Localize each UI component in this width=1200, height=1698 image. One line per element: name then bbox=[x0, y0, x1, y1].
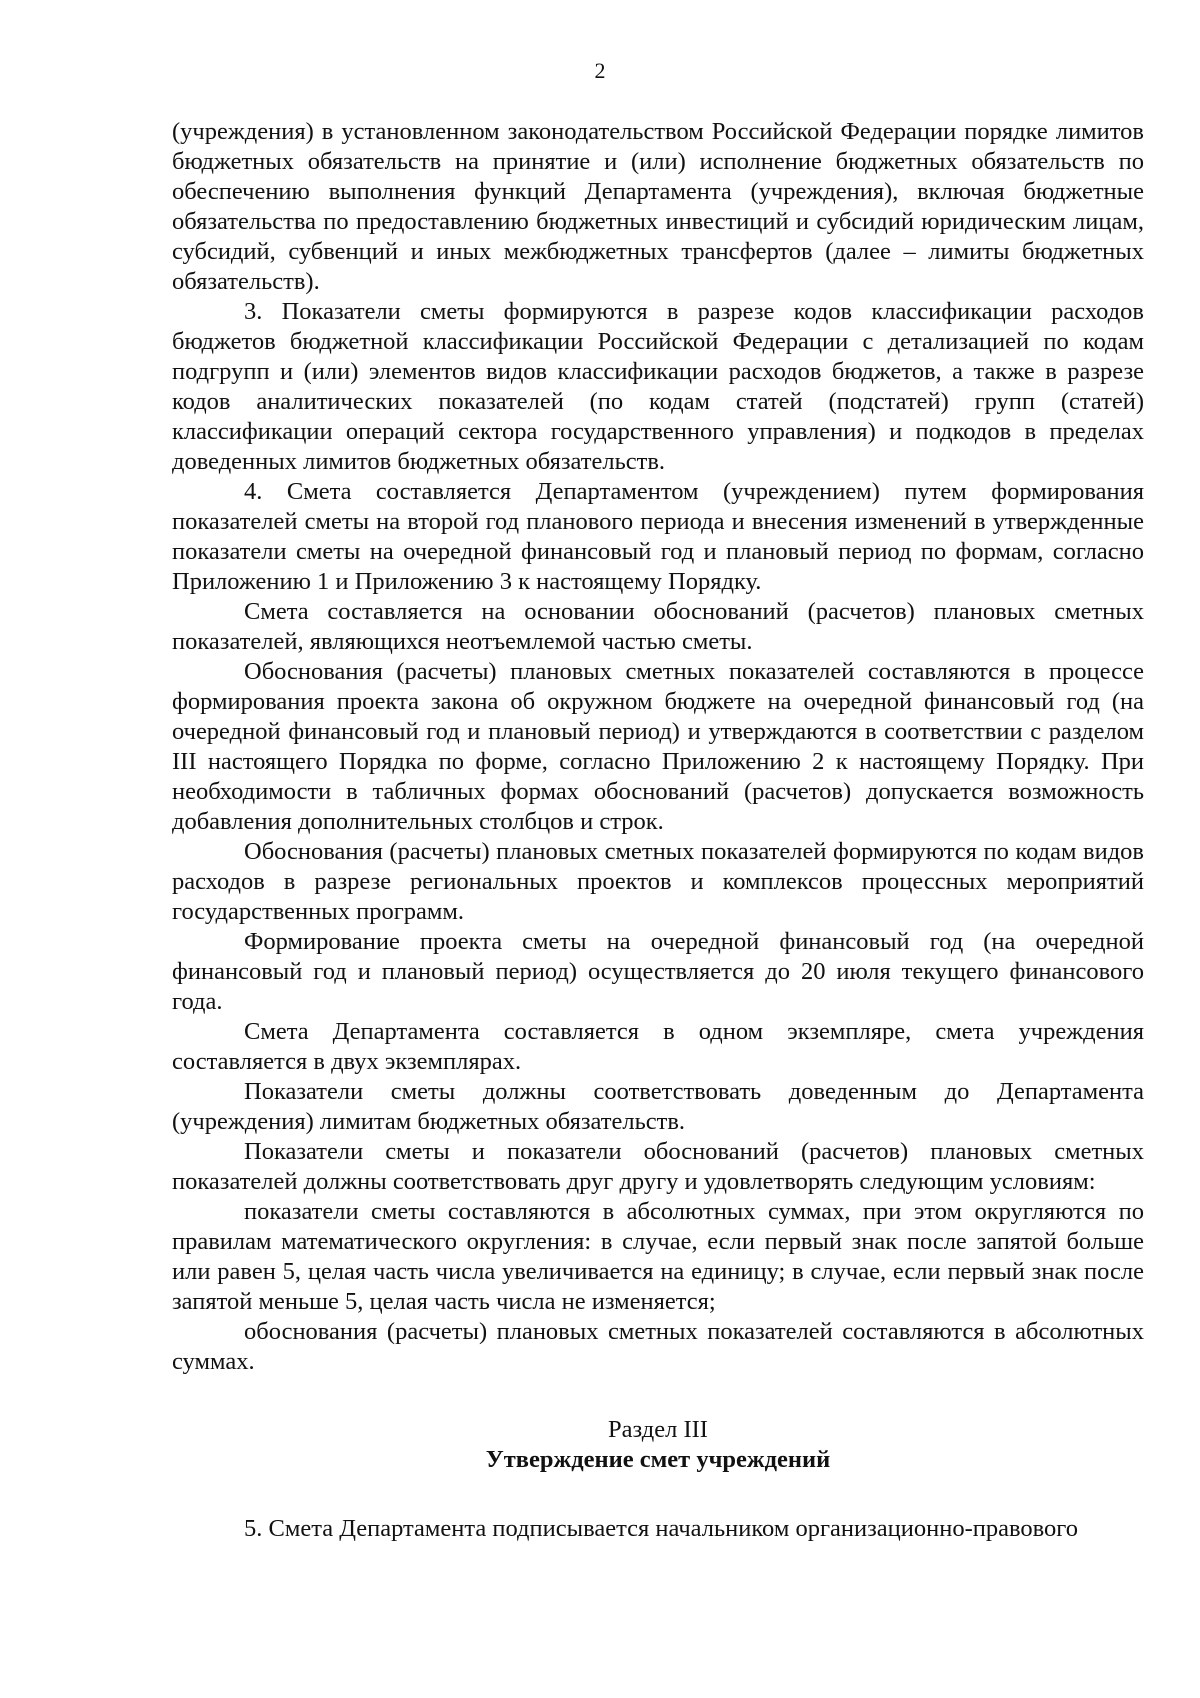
paragraph: Смета Департамента составляется в одном экземпляре, смета учреждения составляется в двух экземплярах. bbox=[172, 1018, 1144, 1075]
paragraph: Формирование проекта сметы на очередной финансовый год (на очередной финансовый год и плановый период) осуществляется до 20 июля текущего финансового года. bbox=[172, 928, 1144, 1015]
paragraph-item-5: 5. Смета Департамента подписывается начальником организационно-правового bbox=[244, 1515, 1078, 1542]
paragraph: Обоснования (расчеты) плановых сметных показателей формируются по кодам видов расходов в разрезе региональных проектов и комплексов процессных мероприятий государственных программ. bbox=[172, 838, 1144, 925]
paragraph-item-4: 4. Смета составляется Департаментом (учреждением) путем формирования показателей сметы на второй год планового периода и внесения изменений в утвержденные показатели сметы на очередной финансовый год и плановый период по формам, согласно Приложению 1 и Приложению 3 к настоящему Порядку. bbox=[172, 478, 1144, 595]
paragraph: Показатели сметы должны соответствовать доведенным до Департамента (учреждения) лимитам бюджетных обязательств. bbox=[172, 1078, 1144, 1135]
section-label: Раздел III bbox=[608, 1416, 708, 1443]
paragraph: Обоснования (расчеты) плановых сметных показателей составляются в процессе формирования проекта закона об окружном бюджете на очередной финансовый год (на очередной финансовый год и плановый период) и утверждаются в соответствии с разделом III настоящего Порядка по форме, согласно Приложению 2 к настоящему Порядку. При необходимости в табличных формах обоснований (расчетов) допускается возможность добавления дополнительных столбцов и строк. bbox=[172, 658, 1144, 835]
document-body bbox=[172, 117, 1144, 1544]
paragraph-condition: обоснования (расчеты) плановых сметных показателей составляются в абсолютных суммах. bbox=[172, 1318, 1144, 1375]
paragraph-condition: показатели сметы составляются в абсолютных суммах, при этом округляются по правилам математического округления: в случае, если первый знак после запятой больше или равен 5, целая часть числа увеличивается на единицу; в случае, если первый знак после запятой меньше 5, целая часть числа не изменяется; bbox=[172, 1198, 1144, 1315]
paragraph: Смета составляется на основании обоснований (расчетов) плановых сметных показателей, являющихся неотъемлемой частью сметы. bbox=[172, 598, 1144, 655]
paragraph-item-3: 3. Показатели сметы формируются в разрезе кодов классификации расходов бюджетов бюджетной классификации Российской Федерации с детализацией по кодам подгрупп и (или) элементов видов классификации расходов бюджетов, а также в разрезе кодов аналитических показателей (по кодам статей (подстатей) групп (статей) классификации операций сектора государственного управления) и подкодов в пределах доведенных лимитов бюджетных обязательств. bbox=[172, 298, 1144, 475]
paragraph: Показатели сметы и показатели обоснований (расчетов) плановых сметных показателей должны соответствовать друг другу и удовлетворять следующим условиям: bbox=[172, 1138, 1144, 1195]
section-title: Утверждение смет учреждений bbox=[485, 1446, 831, 1473]
page-number: 2 bbox=[594, 58, 606, 83]
paragraph-continuation: (учреждения) в установленном законодательством Российской Федерации порядке лимитов бюджетных обязательств на принятие и (или) исполнение бюджетных обязательств по обеспечению выполнения функций Департамента (учреждения), включая бюджетные обязательства по предоставлению бюджетных инвестиций и субсидий юридическим лицам, субсидий, субвенций и иных межбюджетных трансфертов (далее – лимиты бюджетных обязательств). bbox=[172, 118, 1144, 295]
